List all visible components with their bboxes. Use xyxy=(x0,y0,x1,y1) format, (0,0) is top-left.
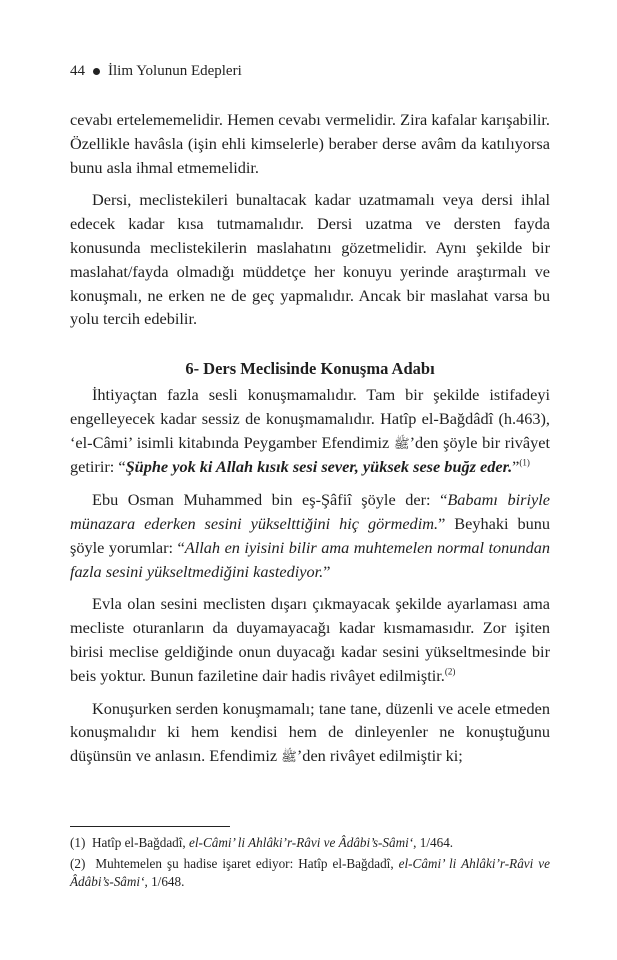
footnote-2-title: el-Câmi’ li Ahlâki’r-Râvi ve Âdâbi’s-Sâmi‘ xyxy=(70,855,551,889)
paragraph-3 xyxy=(70,383,550,479)
salawat-icon: ﷺ xyxy=(281,749,297,765)
bullet-dot-icon xyxy=(93,68,100,75)
section-heading: 6- Ders Meclisinde Konuşma Adabı xyxy=(185,359,435,379)
footnote-1-ref: , 1/464. xyxy=(413,835,454,850)
footnotes xyxy=(70,834,550,894)
salawat-icon: ﷺ xyxy=(393,435,410,451)
footnote-1-number: (1) xyxy=(70,835,86,850)
footnote-1 xyxy=(70,834,550,853)
p3-text-mid: ’den şöyle bir rivâyet getirir: “ xyxy=(70,432,551,477)
paragraph-5 xyxy=(70,592,550,687)
p3-text-after: ” xyxy=(512,457,520,477)
p3-text-before: İhtiyaçtan fazla sesli konuşmamalıdır. Tam bir şekilde istifadeyi engelleyecek kadar sessiz de konuşmamalıdır. Hatîp el-Bağdâdî (h.463), ‘el-Câmi’ isimli kitabında Peygamber Efendimiz xyxy=(70,384,550,452)
footnote-2 xyxy=(70,855,550,892)
footnote-ref-2: (2) xyxy=(444,666,456,677)
quote-beyhaki: Allah en iyisini bilir ama muhtemelen normal tonundan fazla sesini yükseltmediğini kastediyor. xyxy=(70,537,551,581)
page-number: 44 xyxy=(70,63,85,79)
footnote-divider xyxy=(70,826,230,827)
running-header xyxy=(70,63,242,80)
paragraph-2: Dersi, meclistekileri bunaltacak kadar uzatmamalı veya dersi ihlal edecek kadar kısa tutmamalıdır. Dersi uzatma ve dersten fayda konusunda meclistekilerin maslahatını gözetmelidir. Aynı şekilde bir maslahat/fayda olmadığı müddetçe her konuyu yerinde araştırmalı ve konuşmalı, ne erken ne de geç yapmalıdır. Ancak bir maslahat varsa bu yolu tercih edebilir. xyxy=(70,190,550,329)
paragraph-6 xyxy=(70,697,550,769)
body-text xyxy=(70,108,550,778)
p4-text-b: ” Beyhaki bunu şöyle yorumlar: “ xyxy=(70,513,551,557)
p4-text-c: ” xyxy=(323,561,331,581)
p6-text-b: ’den rivâyet edilmiştir ki; xyxy=(296,746,463,766)
hadith-quote: Şüphe yok ki Allah kısık sesi sever, yüksek sese buğz eder. xyxy=(125,457,513,477)
quote-shafii: Babamı biriyle münazara ederken sesini yükselttiğini hiç görmedim. xyxy=(70,490,551,533)
footnote-1-author: Hatîp el-Bağdadî, xyxy=(91,835,190,850)
footnote-2-number: (2) xyxy=(70,855,86,871)
footnote-2-text: Muhtemelen şu hadise işaret ediyor: Hatîp el-Bağdadî, xyxy=(95,855,399,871)
p6-text-a: Konuşurken serden konuşmamalı; tane tane, düzenli ve acele etmeden konuşmalıdır ki hem kendisi hem de dinleyenler ne konuştuğunu düşünsün ve anlasın. Efendimiz xyxy=(70,698,550,766)
footnote-1-title: el-Câmi’ li Ahlâki’r-Râvi ve Âdâbi’s-Sâmi‘ xyxy=(189,835,414,850)
footnote-ref-1: (1) xyxy=(519,457,530,468)
p5-text: Evla olan sesini meclisten dışarı çıkmayacak şekilde ayarlaması ama mecliste oturanların da duyamayacağı kadar kısmamasıdır. Zor işiten birisi meclise geldiğinde onun duyacağı kadar sesini yükseltmesinde bir beis yoktur. Bunun faziletine dair hadis rivâyet edilmiştir. xyxy=(70,594,550,685)
book-title: İlim Yolunun Edepleri xyxy=(108,63,242,79)
paragraph-1: cevabı ertelememelidir. Hemen cevabı vermelidir. Zira kafalar karışabilir. Özellikle havâsla (işin ehli kimselerle) beraber derse avâm da katılıyorsa bunu asla ihmal etmemelidir. xyxy=(70,110,550,177)
footnote-2-ref: , 1/648. xyxy=(144,874,185,889)
paragraph-4 xyxy=(70,488,550,583)
p4-text-a: Ebu Osman Muhammed bin eş-Şâfiî şöyle der: “ xyxy=(92,490,448,510)
